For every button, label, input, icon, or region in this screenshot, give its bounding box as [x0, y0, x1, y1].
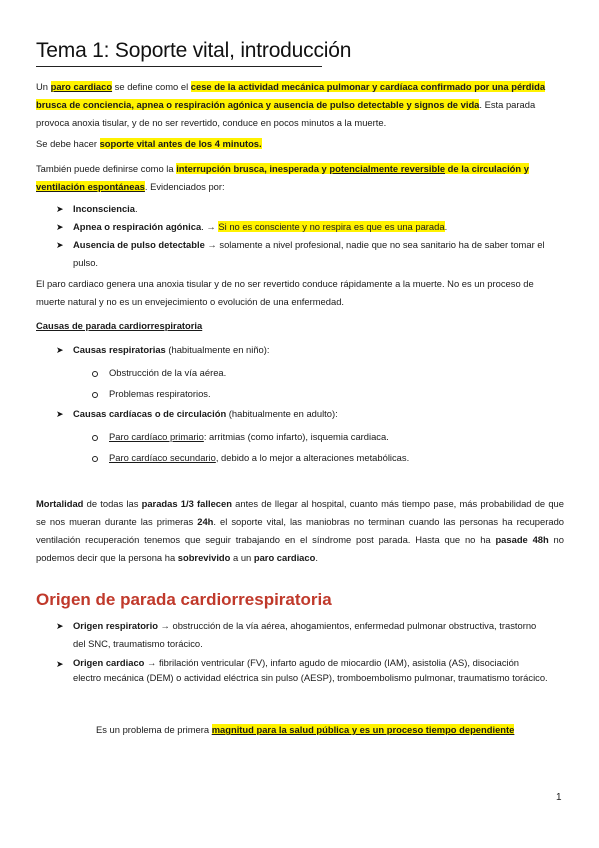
circle-bullet-icon — [92, 392, 98, 398]
list-item — [73, 200, 563, 218]
highlighted-underlined-text: magnitud para la salud pública y es un proceso tiempo dependiente — [211, 724, 515, 735]
definition-paragraph — [36, 78, 564, 132]
highlighted-underlined-text: potencialmente reversible — [329, 163, 446, 174]
arrow-bullet-icon: ➤ — [56, 222, 64, 232]
page-number: 1 — [556, 792, 562, 803]
text-run: Se debe hacer — [36, 138, 100, 149]
sub-list-text: : arritmias (como infarto), isquemia cardiaca. — [203, 431, 389, 442]
sub-list-item — [109, 449, 559, 467]
highlighted-definition: cese de la actividad mecánica pulmonar y cardíaca confirmado por una pérdida brusca de conciencia, apnea o respiración agónica y ausencia de pulso detectable y signos de vida — [36, 81, 546, 110]
list-item-bold: Causas respiratorias — [73, 344, 166, 355]
text-run: . Esta parada provoca anoxia tisular, y de no ser revertido, conduce en pocos minutos a la muerte. — [36, 99, 536, 128]
circle-bullet-icon — [92, 371, 98, 377]
list-item-bold: Ausencia de pulso detectable — [73, 239, 205, 250]
bold-text: sobrevivido — [177, 552, 231, 563]
arrow-bullet-icon: ➤ — [56, 659, 64, 669]
list-item-text: (habitualmente en niño): — [165, 344, 270, 355]
highlighted-text: de la circulación y — [445, 163, 529, 174]
list-item-bold: Inconsciencia — [73, 203, 136, 214]
alternate-definition-paragraph — [36, 160, 564, 196]
sub-list-underlined: Paro cardíaco primario — [109, 431, 204, 442]
sub-list-item — [109, 364, 559, 382]
arrow-bullet-icon: ➤ — [56, 204, 64, 214]
text-run: Un — [36, 81, 51, 92]
text-run: se define como el — [112, 81, 191, 92]
list-item — [73, 655, 549, 685]
arrow-bullet-icon: ➤ — [56, 621, 64, 631]
text-run: a un — [230, 552, 254, 563]
section-heading: Origen de parada cardiorrespiratoria — [36, 590, 332, 609]
list-item-bold: Apnea o respiración agónica — [73, 221, 202, 232]
arrow-bullet-icon: ➤ — [56, 409, 64, 419]
closing-statement — [96, 721, 566, 739]
sub-list-text: Obstrucción de la vía aérea. — [109, 367, 227, 378]
list-item-text: . → — [201, 221, 219, 232]
anoxia-paragraph: El paro cardiaco genera una anoxia tisular y de no ser revertido conduce rápidamente a la muerte. No es un proceso de muerte natural y no es un envejecimiento o evolución de una enfermedad. — [36, 278, 534, 307]
sub-list-text: , debido a lo mejor a alteraciones metabólicas. — [215, 452, 410, 463]
highlighted-underlined-text: ventilación espontáneas — [36, 181, 145, 192]
bold-text: paradas 1/3 fallecen — [141, 498, 232, 509]
list-item-text: . — [444, 221, 448, 232]
text-run: . — [315, 552, 318, 563]
bold-text: paro cardiaco — [253, 552, 316, 563]
causes-heading: Causas de parada cardiorrespiratoria — [36, 320, 203, 331]
list-item-bold: Origen respiratorio — [73, 620, 158, 631]
text-run: . Evidenciados por: — [144, 181, 225, 192]
list-item-bold: Origen cardiaco — [73, 657, 145, 668]
highlighted-text: interrupción brusca, inesperada y — [176, 163, 330, 174]
sub-list-text: Problemas respiratorios. — [109, 388, 211, 399]
page-title: Tema 1: Soporte vital, introducción — [36, 39, 352, 62]
text-run: Es un problema de primera — [96, 724, 212, 735]
text-run: antes de llegar al hospital, cuanto más tiempo pase, más probabilidad de que se nos mueran durante las primeras — [36, 498, 564, 527]
highlighted-text: soporte vital antes de los 4 minutos. — [99, 138, 262, 149]
text-run: . el soporte vital, las maniobras no terminan cuando las personas ha recuperado ventilación recuperación tenemos que seguir trabajando en el síndrome post parada. Hasta que no ha — [36, 516, 565, 545]
list-item — [73, 405, 563, 423]
arrow-bullet-icon: ➤ — [56, 345, 64, 355]
list-item-text: → obstrucción de la vía aérea, ahogamientos, enfermedad pulmonar obstructiva, trastorno del SNC, traumatismo torácico. — [73, 620, 537, 649]
bold-text: 24h — [197, 516, 214, 527]
list-item-text: → fibrilación ventricular (FV), infarto agudo de miocardio (IAM), asistolia (AS), disociación electro mecánica (DEM) o actividad eléctrica sin pulso (AESP), tromboembolismo pulmonar, traumatismo torácico. — [73, 657, 548, 683]
bold-text: Mortalidad — [36, 498, 84, 509]
term-paro-cardiaco: paro cardiaco — [50, 81, 113, 92]
text-run: no podemos decir que la persona ha — [36, 534, 564, 563]
text-run: También puede definirse como la — [36, 163, 177, 174]
title-underline — [36, 66, 322, 67]
list-item — [73, 617, 549, 653]
circle-bullet-icon — [92, 435, 98, 441]
bold-text: pasade 48h — [495, 534, 549, 545]
arrow-bullet-icon: ➤ — [56, 240, 64, 250]
list-item-bold: Causas cardíacas o de circulación — [73, 408, 227, 419]
text-run: de todas las — [83, 498, 142, 509]
list-item — [73, 218, 563, 236]
sub-list-item — [109, 385, 559, 403]
vital-support-paragraph — [36, 135, 564, 153]
sub-list-underlined: Paro cardíaco secundario — [109, 452, 216, 463]
list-item-text: (habitualmente en adulto): — [226, 408, 338, 419]
highlighted-text: Si no es consciente y no respira es que es una parada — [218, 221, 445, 232]
mortality-paragraph — [36, 495, 564, 567]
list-item — [73, 236, 563, 272]
list-item-text: → solamente a nivel profesional, nadie que no sea sanitario ha de saber tomar el pulso. — [73, 239, 545, 268]
sub-list-item — [109, 428, 559, 446]
circle-bullet-icon — [92, 456, 98, 462]
list-item-text: . — [135, 203, 138, 214]
list-item — [73, 341, 563, 359]
